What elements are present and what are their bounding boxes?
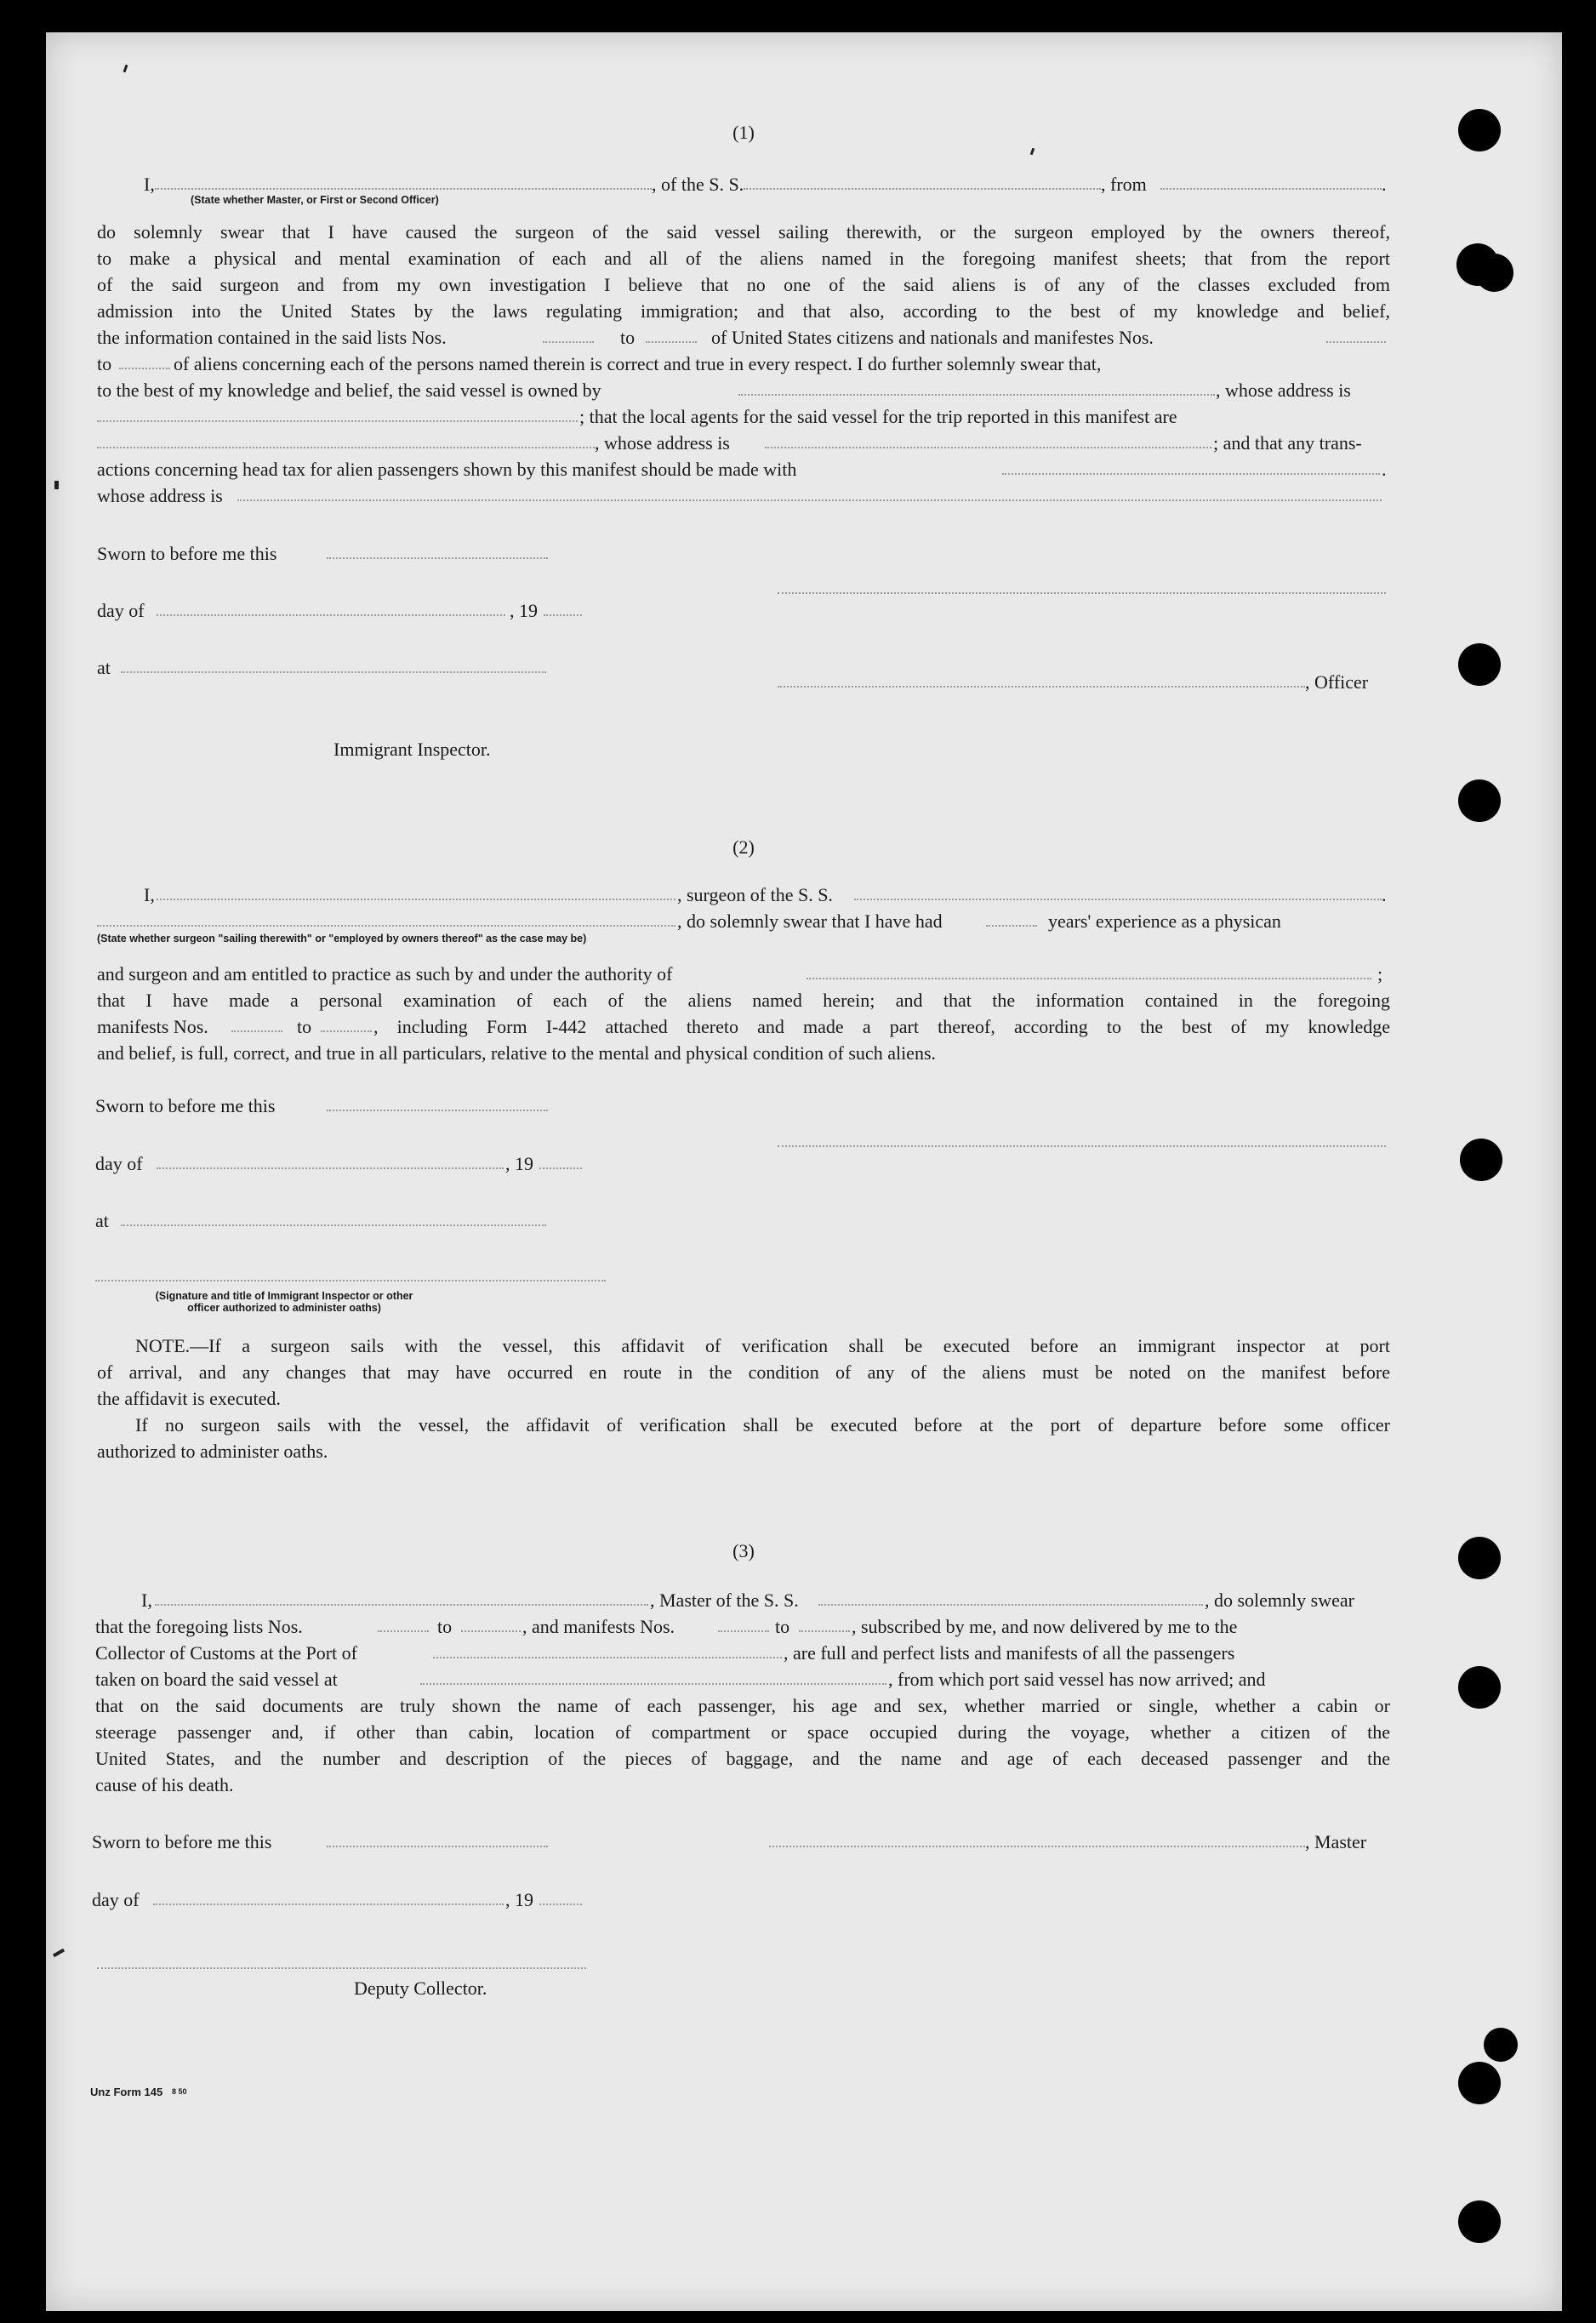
immigrant-inspector-label: Immigrant Inspector. [333, 739, 491, 760]
agents-field[interactable] [97, 447, 595, 448]
sec3-sworn: Sworn to before me this [92, 1831, 272, 1852]
section-1-heading: (1) [732, 122, 755, 143]
vessel-name-field[interactable] [744, 188, 1101, 190]
body-line: admission into the United States by the laws regulating immigration; and that also, according to the best of my knowledge and belief, [97, 300, 1390, 322]
sec1-from: , from [1101, 174, 1147, 195]
actions-concerning: actions concerning head tax for alien passengers shown by this manifest should be made with [97, 459, 797, 480]
whose-address: whose address is [97, 485, 223, 506]
master-signature-field[interactable] [769, 1846, 1305, 1847]
collector: Collector of Customs at the Port of [95, 1642, 357, 1664]
officer-note: (State whether Master, or First or Second Officer) [191, 194, 439, 206]
sec1-day-of: day of [97, 600, 145, 621]
sec2-last: and belief, is full, correct, and true in all particulars, relative to the mental and physical condition of such aliens. [97, 1042, 937, 1064]
sec2-signature-field[interactable] [778, 1145, 1386, 1147]
sec1-body [97, 219, 1390, 324]
stray-mark [1030, 148, 1035, 156]
from-which: , from which port said vessel has now arrived; and [888, 1669, 1266, 1690]
sec3-body [95, 1692, 1390, 1772]
to2: to [97, 353, 112, 374]
note-paragraph-2 [97, 1412, 1390, 1464]
sec3-i: I, [141, 1590, 152, 1611]
sec3-lists-from-field[interactable] [378, 1630, 429, 1632]
authority-field[interactable] [807, 978, 1371, 979]
sec1-day-field[interactable] [157, 614, 505, 616]
body-line: steerage passenger and, if other than cabin, location of compartment or space occupied during the voyage, whether a citizen of the [95, 1721, 1390, 1743]
section-2-heading: (2) [732, 836, 755, 858]
form-number: Unz Form 145 [90, 2086, 163, 2098]
manifests-to: to [297, 1016, 312, 1037]
agents-address-field[interactable] [765, 447, 1211, 448]
and-manifests: , and manifests Nos. [522, 1616, 675, 1637]
punch-hole [1458, 779, 1501, 822]
punch-hole [1458, 2200, 1501, 2243]
punch-hole [1458, 1666, 1501, 1709]
actions-period: . [1382, 459, 1387, 480]
stray-mark [53, 1949, 65, 1957]
punch-hole [1458, 2062, 1501, 2104]
lists-nos: that the foregoing lists Nos. [95, 1616, 303, 1637]
owned-by: to the best of my knowledge and belief, the said vessel is owned by [97, 380, 601, 401]
info-citizens: of United States citizens and nationals and manifestes Nos. [711, 327, 1154, 348]
master-label: , Master [1305, 1831, 1367, 1852]
sec3-day-field[interactable] [153, 1903, 504, 1905]
lists-to-field[interactable] [646, 341, 697, 343]
officer-name-field[interactable] [155, 188, 652, 190]
surgeon-note: (State whether surgeon "sailing therewith" or "employed by owners thereof" as the case may be) [97, 933, 587, 945]
owner-address-field[interactable] [97, 420, 578, 422]
sec2-year-field[interactable] [539, 1167, 582, 1169]
body-line: that I have made a personal examination of each of the aliens named herein; and that the information contained in the foregoing [97, 990, 1390, 1011]
note-paragraph-1 [97, 1333, 1390, 1412]
note-line: authorized to administer oaths. [97, 1441, 328, 1462]
years-experience: years' experience as a physican [1048, 910, 1281, 932]
sec1-sworn-field[interactable] [327, 557, 548, 559]
sec3-19: , 19 [505, 1889, 533, 1910]
inspector-signature-field[interactable] [95, 1280, 606, 1281]
sec2-vessel-field[interactable] [854, 899, 1382, 900]
aliens-concerning: of aliens concerning each of the persons named therein is correct and true in every respect. I do further solemnly swear that, [174, 353, 1102, 374]
document-page [46, 32, 1562, 2311]
sec3-do-solemnly: , do solemnly swear [1205, 1590, 1354, 1611]
note-line: of arrival, and any changes that may have occurred en route in the condition of any of the aliens must be noted on the manifest before [97, 1361, 1390, 1383]
sec1-19: , 19 [510, 600, 538, 621]
body-line: that on the said documents are truly shown the name of each passenger, his age and sex, whether married or single, whether a cabin or [95, 1695, 1390, 1716]
punch-hole [1458, 643, 1501, 686]
sec2-manifests-to-field[interactable] [321, 1030, 372, 1032]
sec1-at: at [97, 657, 111, 678]
sec2-at: at [95, 1210, 109, 1231]
deputy-signature-field[interactable] [97, 1967, 586, 1969]
years-field[interactable] [986, 925, 1037, 927]
note-line: NOTE.—If a surgeon sails with the vessel, this affidavit of verification shall be executed before an immigrant inspector at port [135, 1335, 1390, 1356]
punch-hole [1484, 2028, 1518, 2062]
note-line: If no surgeon sails with the vessel, the affidavit of verification shall be executed before at the port of departure before some officer [135, 1414, 1390, 1435]
sec2-manifests-from-field[interactable] [231, 1030, 282, 1032]
body-line: do solemnly swear that I have caused the surgeon of the said vessel sailing therewith, or the surgeon employed by the owners thereof, [97, 221, 1390, 243]
deputy-collector-label: Deputy Collector. [354, 1978, 487, 1999]
surgeon-of-ss: , surgeon of the S. S. [677, 884, 833, 905]
sec2-19: , 19 [505, 1153, 533, 1174]
whose-address-is-2: , whose address is [595, 432, 730, 454]
stray-mark [123, 65, 128, 72]
form-code: 8 50 [172, 2087, 187, 2096]
sec1-from-period: . [1382, 174, 1387, 195]
local-agents: ; that the local agents for the said vessel for the trip reported in this manifest are [579, 406, 1177, 427]
punch-hole [1475, 254, 1513, 292]
sec1-of-ss: , of the S. S. [652, 174, 744, 195]
whose-address-is: , whose address is [1216, 380, 1351, 401]
sec2-body [97, 987, 1390, 1013]
info-to: to [620, 327, 636, 348]
officer-title-field[interactable] [778, 686, 1305, 688]
manifests-nos: manifests Nos. [97, 1016, 208, 1037]
body-line: of the said surgeon and from my own investigation I believe that no one of the said aliens is of any of the classes excluded from [97, 274, 1390, 295]
sec3-year-field[interactable] [539, 1903, 582, 1905]
info-lists: the information contained in the said lists Nos. [97, 327, 447, 348]
lists-from-field[interactable] [543, 341, 594, 343]
sec2-i: I, [144, 884, 155, 905]
body-line: United States, and the number and description of the pieces of baggage, and the name and age of each deceased passenger and the [95, 1748, 1390, 1769]
port-field[interactable] [433, 1657, 782, 1658]
sec3-vessel-field[interactable] [818, 1604, 1203, 1606]
sec3-to2: to [775, 1616, 790, 1637]
surgeon-name-field[interactable] [157, 899, 675, 900]
head-tax-field[interactable] [1002, 473, 1380, 475]
entitled: and surgeon and am entitled to practice as such by and under the authority of [97, 963, 673, 985]
surgeon-type-field[interactable] [97, 925, 675, 927]
stray-mark [54, 481, 59, 489]
sec3-manifests-to-field[interactable] [799, 1630, 850, 1632]
sec2-sworn: Sworn to before me this [95, 1095, 276, 1116]
sec3-sworn-field[interactable] [327, 1846, 548, 1847]
punch-hole [1460, 1139, 1502, 1181]
sec2-at-field[interactable] [121, 1224, 546, 1226]
sec1-at-field[interactable] [121, 671, 546, 673]
semicolon: ; [1377, 963, 1383, 985]
section-3-heading: (3) [732, 1540, 755, 1561]
any-trans: ; and that any trans- [1213, 432, 1362, 454]
sec2-sworn-field[interactable] [327, 1110, 548, 1111]
manifests-to-field[interactable] [119, 368, 170, 369]
head-tax-address-field[interactable] [237, 499, 1382, 501]
taken-on-board: taken on board the said vessel at [95, 1669, 338, 1690]
sec2-period: . [1382, 884, 1387, 905]
sec1-sworn: Sworn to before me this [97, 543, 277, 564]
do-solemnly: , do solemnly swear that I have had [677, 910, 943, 932]
full-perfect: , are full and perfect lists and manifests of all the passengers [784, 1642, 1235, 1664]
lists-to: to [437, 1616, 453, 1637]
sec3-manifests-from-field[interactable] [718, 1630, 769, 1632]
note-line: the affidavit is executed. [97, 1388, 281, 1409]
sec3-lists-to-field[interactable] [461, 1630, 521, 1632]
taken-at-field[interactable] [420, 1683, 886, 1685]
manifests-from-field[interactable] [1326, 341, 1386, 343]
master-name-field[interactable] [155, 1604, 648, 1606]
sec1-year-field[interactable] [544, 614, 582, 616]
sig-note-1: (Signature and title of Immigrant Inspector or other [155, 1290, 413, 1302]
master-of-ss: , Master of the S. S. [650, 1590, 799, 1611]
punch-hole [1458, 109, 1501, 151]
sec2-day-field[interactable] [157, 1167, 504, 1169]
sec2-day-of: day of [95, 1153, 143, 1174]
from-port-field[interactable] [1160, 188, 1382, 190]
owner-field[interactable] [738, 394, 1215, 396]
sec3-last: cause of his death. [95, 1774, 234, 1795]
sec3-day-of: day of [92, 1889, 140, 1910]
body-line: to make a physical and mental examination of each and all of the aliens named in the foregoing manifest sheets; that from the report [97, 248, 1390, 269]
sig-note-2: officer authorized to administer oaths) [187, 1302, 381, 1314]
sec1-signature-field[interactable] [778, 592, 1386, 594]
officer-label: , Officer [1305, 671, 1369, 693]
including-form: , including Form I-442 attached thereto and made a part thereof, according to the best of my knowledge [373, 1016, 1390, 1037]
sec1-i: I, [144, 174, 155, 195]
punch-hole [1458, 1537, 1501, 1579]
subscribed: , subscribed by me, and now delivered by me to the [852, 1616, 1238, 1637]
